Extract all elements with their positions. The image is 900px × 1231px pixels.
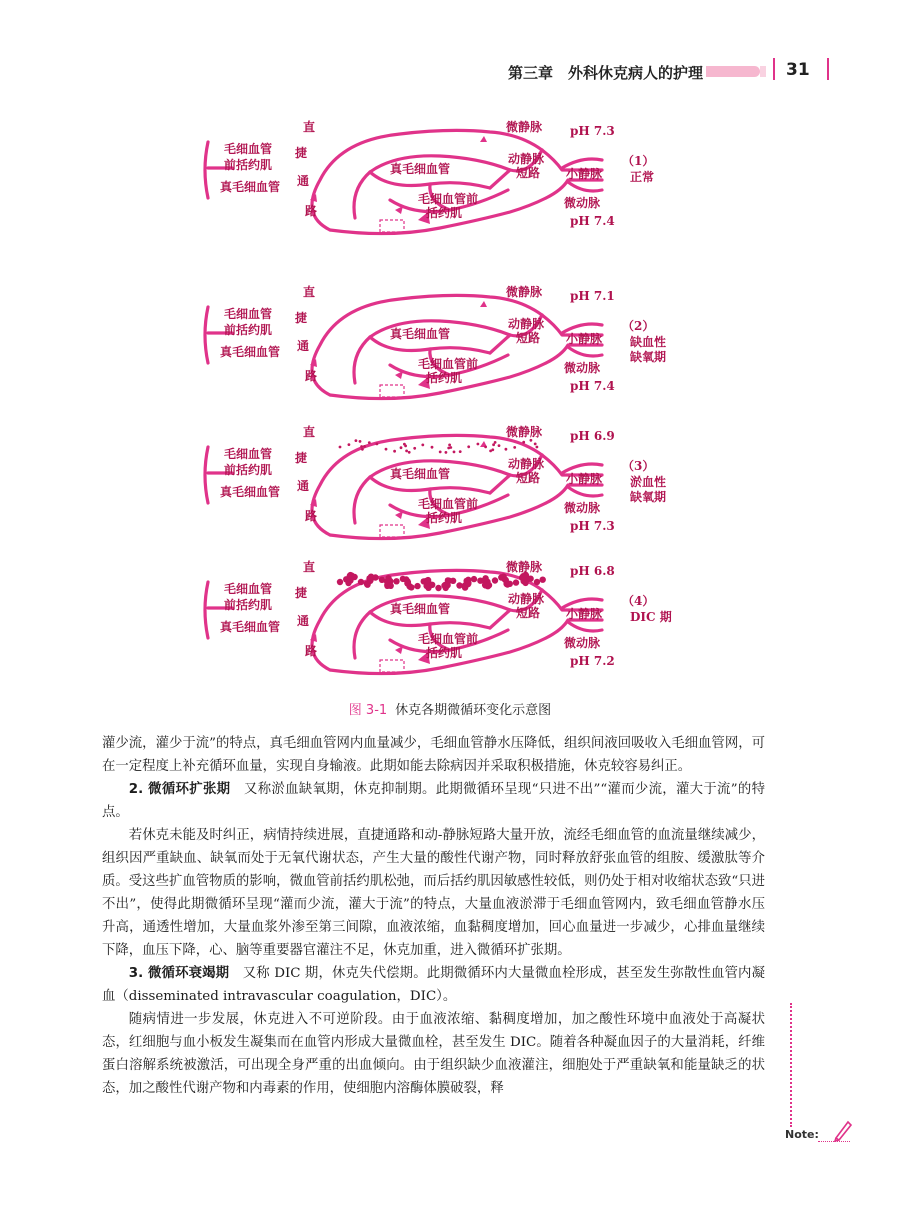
label-av-shunt-1: 动静脉 <box>508 152 545 166</box>
pooled-blood-dot <box>477 443 480 446</box>
microthrombus-dot <box>471 576 477 582</box>
label-true-capillary-left: 真毛细血管 <box>220 180 281 194</box>
microthrombus-dot <box>367 578 373 584</box>
microthrombus-dot <box>540 577 546 583</box>
pooled-blood-dot <box>376 443 379 446</box>
label-pre-sphincter-1: 毛细血管前 <box>418 632 479 646</box>
flow-arrow-icon <box>480 301 487 307</box>
pooled-blood-dot <box>453 451 456 454</box>
label-stage-number: （2） <box>622 319 655 333</box>
header-divider <box>773 58 775 80</box>
pooled-blood-dot <box>459 450 462 453</box>
pooled-blood-dot <box>505 448 508 451</box>
flow-arrow-icon <box>480 136 487 142</box>
label-true-capillary-left: 真毛细血管 <box>220 620 281 634</box>
microthrombus-dot <box>513 579 519 585</box>
pooled-blood-dot <box>439 451 442 454</box>
page-number: 31 <box>786 60 810 80</box>
pooled-blood-dot <box>355 439 358 442</box>
microthrombus-dot <box>465 580 471 586</box>
pooled-blood-dot <box>405 450 408 453</box>
label-capillary-2: 前括约肌 <box>224 323 273 337</box>
label-ph-top: pH 6.8 <box>570 564 615 578</box>
label-ph-top: pH 7.3 <box>570 124 615 138</box>
label-direct-1: 直 <box>302 120 315 134</box>
label-direct-2: 捷 <box>294 451 307 465</box>
label-av-shunt-2: 短路 <box>516 166 541 180</box>
label-venule: 微静脉 <box>506 285 543 299</box>
label-stage-number: （1） <box>622 154 655 168</box>
body-text <box>102 732 765 1100</box>
sphincter-dashed-box <box>380 525 404 537</box>
capillary-vessel <box>490 610 510 628</box>
label-capillary-1: 毛细血管 <box>224 307 273 321</box>
paragraph: 随病情进一步发展，休克进入不可逆阶段。由于血液浓缩、黏稠度增加，加之酸性环境中血液处于高凝状态，红细胞与血小板发生凝集而在血管内形成大量微血栓，甚至发生 DIC。随着各种凝血因子的大量消耗，纤维蛋白溶解系统被激活，可出现全身严重的出血倾向。由于组织缺少血液灌注，细胞处于严重缺氧和能量缺乏的状态，加之酸性代谢产物和内毒素的作用，使细胞内溶酶体膜破裂，释 <box>102 1012 765 1096</box>
label-ph-top: pH 6.9 <box>570 429 615 443</box>
flow-arrow-icon <box>395 646 403 654</box>
label-true-capillary: 真毛细血管 <box>390 162 451 176</box>
label-pre-sphincter-1: 毛细血管前 <box>418 192 479 206</box>
pooled-blood-dot <box>348 443 351 446</box>
figure-panel-1 <box>190 120 670 250</box>
label-direct-4: 路 <box>304 509 317 523</box>
label-pre-sphincter-2: 括约肌 <box>426 646 463 660</box>
sphincter-dashed-box <box>380 385 404 397</box>
pooled-blood-dot <box>359 440 362 443</box>
label-direct-3: 通 <box>296 339 309 353</box>
sphincter-dashed-box <box>380 220 404 232</box>
capillary-vessel <box>490 335 510 353</box>
microthrombus-dot <box>527 576 533 582</box>
terminal-arteriole-vessel <box>205 447 208 503</box>
pooled-blood-dot <box>339 446 342 449</box>
label-ph-bottom: pH 7.3 <box>570 519 615 533</box>
pooled-blood-dot <box>448 444 451 447</box>
label-ph-bottom: pH 7.4 <box>570 214 615 228</box>
label-arteriole: 微动脉 <box>564 636 601 650</box>
label-stage-name: 淤血性 <box>630 475 667 489</box>
label-pre-sphincter-2: 括约肌 <box>426 371 463 385</box>
figure-number: 图 3-1 <box>348 703 388 718</box>
label-capillary-2: 前括约肌 <box>224 463 273 477</box>
label-true-capillary: 真毛细血管 <box>390 467 451 481</box>
capillary-vessel <box>490 475 510 493</box>
label-capillary-1: 毛细血管 <box>224 582 273 596</box>
microthrombus-dot <box>534 579 540 585</box>
label-venule: 微静脉 <box>506 120 543 134</box>
label-direct-3: 通 <box>296 614 309 628</box>
margin-dotted-line <box>790 1003 792 1127</box>
label-direct-2: 捷 <box>294 146 307 160</box>
label-capillary-2: 前括约肌 <box>224 158 273 172</box>
terminal-arteriole-vessel <box>205 307 208 363</box>
label-direct-1: 直 <box>302 560 315 574</box>
pooled-blood-dot <box>408 451 411 454</box>
microthrombus-dot <box>486 582 492 588</box>
pooled-blood-dot <box>368 441 371 444</box>
flow-arrow-icon <box>395 371 403 379</box>
label-av-shunt-2: 短路 <box>516 331 541 345</box>
label-small-vein: 小静脉 <box>566 472 603 486</box>
microthrombus-dot <box>351 574 357 580</box>
microthrombus-dot <box>450 578 456 584</box>
label-direct-4: 路 <box>304 644 317 658</box>
label-direct-2: 捷 <box>294 311 307 325</box>
note-label: Note: <box>785 1128 819 1141</box>
microthrombus-dot <box>435 585 441 591</box>
flow-arrow-icon <box>395 206 403 214</box>
microthrombus-dot <box>424 577 430 583</box>
pooled-blood-dot <box>536 446 539 449</box>
label-arteriole: 微动脉 <box>564 196 601 210</box>
small-vein-wall <box>568 622 602 631</box>
pooled-blood-dot <box>431 446 434 449</box>
label-capillary-2: 前括约肌 <box>224 598 273 612</box>
label-ph-top: pH 7.1 <box>570 289 615 303</box>
label-stage-name-2: 缺氧期 <box>630 350 667 364</box>
figure-panel-2 <box>190 285 670 415</box>
microthrombus-dot <box>429 582 435 588</box>
pooled-blood-dot <box>404 445 407 448</box>
label-av-shunt-1: 动静脉 <box>508 317 545 331</box>
label-direct-2: 捷 <box>294 586 307 600</box>
chapter-title: 第三章 外科休克病人的护理 <box>508 64 704 82</box>
header-accent-bar-end <box>760 66 766 77</box>
label-capillary-1: 毛细血管 <box>224 447 273 461</box>
figure-caption <box>0 699 900 718</box>
pooled-blood-dot <box>513 446 516 449</box>
pooled-blood-dot <box>413 447 416 450</box>
pencil-icon <box>832 1118 854 1142</box>
sphincter-dashed-box <box>380 660 404 672</box>
terminal-arteriole-vessel <box>205 582 208 638</box>
pooled-blood-dot <box>522 441 525 444</box>
section-text: 又称淤血缺氧期，休克抑制期。此期微循环呈现“只进不出”“灌而少流，灌大于流”的特点。 <box>102 782 765 820</box>
label-small-vein: 小静脉 <box>566 607 603 621</box>
microthrombus-dot <box>393 578 399 584</box>
label-ph-bottom: pH 7.4 <box>570 379 615 393</box>
section-heading: 3. 微循环衰竭期 <box>128 966 230 981</box>
small-vein-wall <box>568 347 602 356</box>
label-ph-bottom: pH 7.2 <box>570 654 615 668</box>
label-direct-3: 通 <box>296 479 309 493</box>
label-direct-1: 直 <box>302 285 315 299</box>
label-stage-name: 缺血性 <box>630 335 667 349</box>
microthrombus-dot <box>388 583 394 589</box>
label-av-shunt-2: 短路 <box>516 606 541 620</box>
microthrombus-dot <box>492 577 498 583</box>
label-direct-4: 路 <box>304 369 317 383</box>
flow-arrow-icon <box>395 511 403 519</box>
pooled-blood-dot <box>445 451 448 454</box>
header-accent-bar <box>706 66 760 77</box>
small-vein-wall <box>568 487 602 496</box>
label-true-capillary-left: 真毛细血管 <box>220 485 281 499</box>
pooled-blood-dot <box>361 448 364 451</box>
small-vein-wall <box>568 182 602 191</box>
pooled-blood-dot <box>491 448 494 451</box>
section-text: 又称 DIC 期，休克失代偿期。此期微循环内大量微血栓形成，甚至发生弥散性血管内凝血（disseminated intravascular coagulation，DIC）。 <box>102 966 765 1004</box>
label-arteriole: 微动脉 <box>564 361 601 375</box>
section-heading: 2. 微循环扩张期 <box>128 782 231 797</box>
pooled-blood-dot <box>360 445 363 448</box>
label-true-capillary: 真毛细血管 <box>390 327 451 341</box>
label-direct-1: 直 <box>302 425 315 439</box>
label-stage-name: 正常 <box>630 170 655 184</box>
pooled-blood-dot <box>492 443 495 446</box>
label-stage-number: （4） <box>622 594 655 608</box>
section-paragraph <box>102 962 765 1008</box>
paragraph: 灌少流，灌少于流”的特点，真毛细血管网内血量减少，毛细血管静水压降低，组织间液回吸收入毛细血管网，可在一定程度上补充循环血量，实现自身输液。此期如能去除病因并采取积极措施，休克较容易纠正。 <box>102 736 765 774</box>
label-stage-number: （3） <box>622 459 655 473</box>
label-pre-sphincter-1: 毛细血管前 <box>418 357 479 371</box>
label-pre-sphincter-2: 括约肌 <box>426 206 463 220</box>
figure-panel-4 <box>190 560 670 690</box>
label-av-shunt-1: 动静脉 <box>508 592 545 606</box>
pooled-blood-dot <box>449 446 452 449</box>
pooled-blood-dot <box>498 444 501 447</box>
pooled-blood-dot <box>400 446 403 449</box>
label-capillary-1: 毛细血管 <box>224 142 273 156</box>
pooled-blood-dot <box>494 441 497 444</box>
label-av-shunt-1: 动静脉 <box>508 457 545 471</box>
pooled-blood-dot <box>385 448 388 451</box>
label-stage-name-2: 缺氧期 <box>630 490 667 504</box>
label-venule: 微静脉 <box>506 425 543 439</box>
figure-panel-3 <box>190 425 670 555</box>
label-small-vein: 小静脉 <box>566 167 603 181</box>
label-stage-name: DIC 期 <box>630 610 672 624</box>
label-av-shunt-2: 短路 <box>516 471 541 485</box>
pooled-blood-dot <box>484 446 487 449</box>
pooled-blood-dot <box>534 443 537 446</box>
label-true-capillary-left: 真毛细血管 <box>220 345 281 359</box>
label-direct-3: 通 <box>296 174 309 188</box>
microthrombus-dot <box>372 574 378 580</box>
label-pre-sphincter-1: 毛细血管前 <box>418 497 479 511</box>
section-paragraph <box>102 778 765 824</box>
pooled-blood-dot <box>393 450 396 453</box>
pooled-blood-dot <box>530 439 533 442</box>
pooled-blood-dot <box>467 445 470 448</box>
microthrombus-dot <box>408 584 414 590</box>
figure-caption-text: 休克各期微循环变化示意图 <box>395 703 552 718</box>
terminal-arteriole-vessel <box>205 142 208 198</box>
microthrombus-dot <box>414 583 420 589</box>
pooled-blood-dot <box>363 445 366 448</box>
microthrombus-dot <box>337 579 343 585</box>
label-arteriole: 微动脉 <box>564 501 601 515</box>
label-venule: 微静脉 <box>506 560 543 574</box>
label-true-capillary: 真毛细血管 <box>390 602 451 616</box>
label-small-vein: 小静脉 <box>566 332 603 346</box>
header-divider-right <box>827 58 829 80</box>
microthrombus-dot <box>507 581 513 587</box>
pooled-blood-dot <box>421 444 424 447</box>
paragraph: 若休克未能及时纠正，病情持续进展，直捷通路和动-静脉短路大量开放，流经毛细血管的血流量继续减少，组织因严重缺血、缺氧而处于无氧代谢状态，产生大量的酸性代谢产物，同时释放舒张血管的组胺、缓激肽等介质。受这些扩血管物质的影响，微血管前括约肌松弛，而后括约肌因敏感性较低，则仍处于相对收缩状态致“只进不出”，使得此期微循环呈现“灌而少流，灌大于流”的特点，大量血液淤滞于毛细血管网内，致毛细血管静水压升高，通透性增加，大量血浆外渗至第三间隙，血液浓缩，血黏稠度增加，回心血量进一步减少，心排血量继续下降，血压下降，心、脑等重要器官灌注不足，休克加重，进入微循环扩张期。 <box>102 828 765 958</box>
label-pre-sphincter-2: 括约肌 <box>426 511 463 525</box>
label-direct-4: 路 <box>304 204 317 218</box>
capillary-vessel <box>490 170 510 188</box>
microthrombus-dot <box>358 579 364 585</box>
